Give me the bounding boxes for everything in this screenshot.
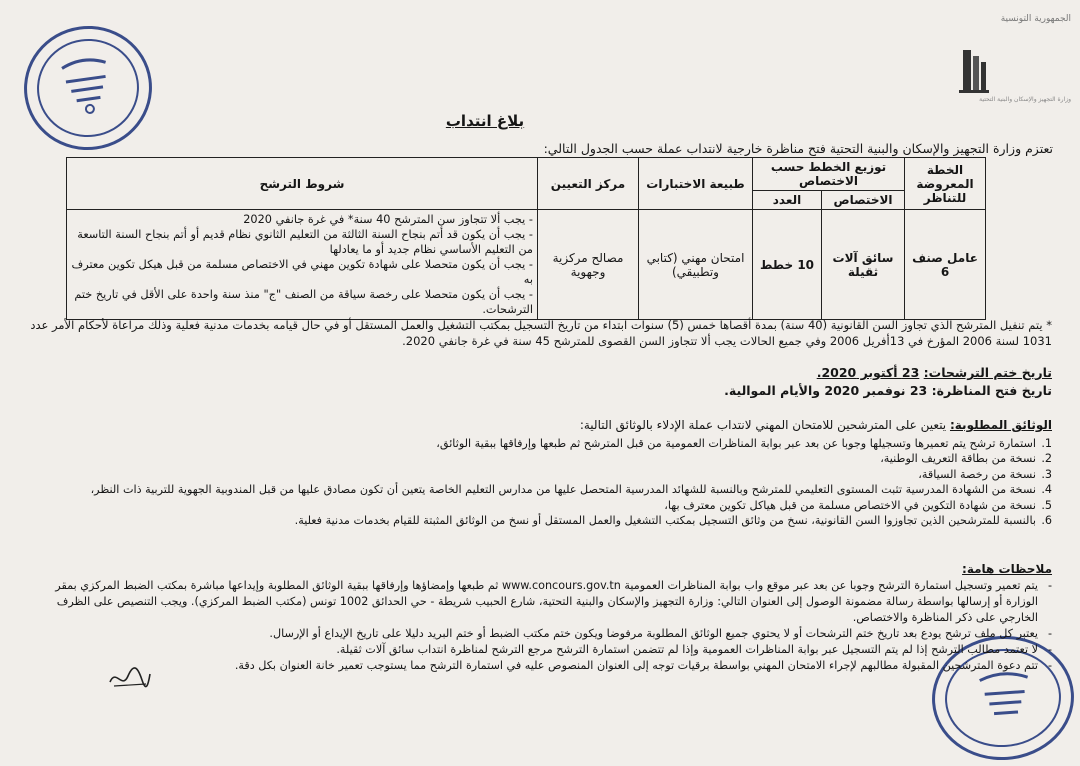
page-title: بلاغ انتداب [445,112,525,130]
exam-date-line [724,383,1052,398]
header-plan: الخطة المعروضة للتناظر [905,158,986,210]
stamp-emblem-icon [973,665,1037,729]
positions-table [66,157,986,320]
notes-label: ملاحظات هامة: [962,562,1052,576]
ministry-logo [925,8,1075,103]
list-item: - يعتبر كل ملف ترشح يودع بعد تاريخ ختم الترشحات أو لا يحتوي جميع الوثائق المطلوبة مرفوضا ويكون ختم مكتب الضبط أو ختم البريد دليلا على تاريخ الإيداع أو الإرسال. [269,626,1052,640]
list-item: 6. بالنسبة للمترشحين الذين تجاوزوا السن القانونية، نسخ من وثائق التسجيل بمكتب التشغيل والعمل المستقل أو نسخ من الوثائق المثبتة للقيام بخدمات مدنية فعلية. [294,514,1052,528]
docs-intro [22,418,1052,432]
condition-item: - يجب أن يكون متحصلا على شهادة تكوين مهني في الاختصاص مسلمة من قبل هيكل تكوين معترف به [71,258,533,287]
cell-location: مصالح مركزية وجهوية [538,210,639,320]
building-icon [959,46,989,94]
header-count: العدد [753,191,822,210]
deadline-label: تاريخ ختم الترشحات: [923,365,1052,380]
stamp-emblem-icon [53,51,121,119]
exam-date-label: تاريخ فتح المناظرة: [931,383,1052,398]
age-footnote: * يتم تنفيل المترشح الذي تجاوز السن القانونية (40 سنة) بمدة أقصاها خمس (5) سنوات ابتداء من تاريخ التسجيل بمكتب التشغيل والعمل المستقل أو في حال قيامه بخدمات مدنية فعلية وذلك مراعاة لأحكام الأمر عدد 1031 لسنة 2006 المؤرخ في 13أفريل 2006 وفي جميع الحالات يجب ألا تتجاوز السن القصوى للمترشح 45 سنة في غرة جانفي 2020. [30,318,1052,349]
list-item: 1. استمارة ترشح يتم تعميرها وتسجيلها وجوبا عن بعد عبر بوابة المناظرات العمومية من قبل المترشح ثم طبعها وإرفاقها ببقية الوثائق، [436,437,1052,450]
cell-plan: عامل صنف 6 [905,210,986,320]
list-item: - لا تعتمد مطالب الترشح إذا لم يتم التسجيل عبر بوابة المناظرات العمومية وإذا لم تتضمن استمارة الترشح مرجع الترشح لمناظرة انتداب سائق آلات ثقيلة. [336,642,1052,656]
list-item: 5. نسخة من شهادة التكوين في الاختصاص مسلمة من قبل هياكل تكوين معترف بها، [664,498,1052,512]
docs-label: الوثائق المطلوبة: [949,418,1052,432]
cell-count: 10 خطط [753,210,822,320]
notes-list [30,578,1052,673]
cell-specialty: سائق آلات ثقيلة [822,210,905,320]
list-item: 2. نسخة من بطاقة التعريف الوطنية، [880,452,1052,466]
table-row [67,210,986,320]
exam-date-value: 23 نوفمبر 2020 والأيام الموالية. [724,383,928,398]
required-docs-list [27,436,1052,529]
header-conditions: شروط الترشح [67,158,538,210]
list-item: - يتم تعمير وتسجيل استمارة الترشح وجوبا عن بعد عبر موقع واب بوابة المناظرات العمومية www.concours.gov.tn ثم طبعها وإمضاؤها وإرفاقها ببقية الوثائق المطلوبة وإيداعها مباشرة بمكتب الضبط المركزي بمقر الوزارة أو إرسالها بواسطة رسالة مضمونة الوصول إلى العنوان التالي: وزارة التجهيز والإسكان والبنية التحتية، شارع الحبيب شريطة - حي الحدائق 1002 تونس (مكتب الضبط المركزي). ويجب التنصيص على الظرف الخارجي على ذكر المناظرة والاختصاص. [55,579,1052,624]
list-item: 4. نسخة من الشهادة المدرسية تثبت المستوى التعليمي للمترشح وبالنسبة للشهائد المدرسية المتحصل عليها من مدارس التعليم الخاصة يتعين أن تكون مصادق عليها من قبل المندوبية الجهوية للتربية ذات النظر، [90,483,1052,497]
signature-icon [108,664,152,692]
docs-intro-text: يتعين على المترشحين للامتحان المهني لانتداب عملة الإدلاء بالوثائق التالية: [579,418,947,432]
official-stamp-top [16,18,160,159]
deadline-line [817,365,1052,380]
condition-item: - يجب أن يكون متحصلا على رخصة سياقة من الصنف "ج" منذ سنة واحدة على الأقل في تاريخ ختم الترشحات. [74,288,533,317]
condition-item: - يجب أن يكون قد أتم بنجاح السنة الثالثة من التعليم الثانوي نظام قديم أو أتم بنجاح السنة التاسعة من التعليم الأساسي نظام جديد أو ما يعادلها [77,228,533,257]
cell-test-type: امتحان مهني (كتابي وتطبيقي) [639,210,753,320]
header-location: مركز التعيين [538,158,639,210]
condition-item: - يجب ألا تتجاوز سن المترشح 40 سنة* في غرة جانفي 2020 [243,213,533,226]
header-distribution: توزيع الخطط حسب الاختصاص [753,158,905,191]
header-test-type: طبيعة الاختبارات [639,158,753,210]
logo-sub-text: وزارة التجهيز والإسكان والبنية التحتية [979,96,1071,103]
deadline-value: 23 أكتوبر 2020. [816,365,920,380]
header-specialty: الاختصاص [822,191,905,210]
list-item: - تتم دعوة المترشحين المقبولة مطالبهم لإجراء الامتحان المهني بواسطة برقيات توجه إلى العنوان المنصوص عليه في استمارة الترشح مما يستوجب تعمير خانة العنوان بكل دقة. [234,658,1052,672]
intro-text: تعتزم وزارة التجهيز والإسكان والبنية التحتية فتح مناظرة خارجية لانتداب عملة حسب الجدول التالي: [543,141,1053,156]
logo-top-text: الجمهورية التونسية [1000,14,1071,24]
cell-conditions [67,210,538,320]
list-item: 3. نسخة من رخصة السياقة، [918,467,1052,481]
